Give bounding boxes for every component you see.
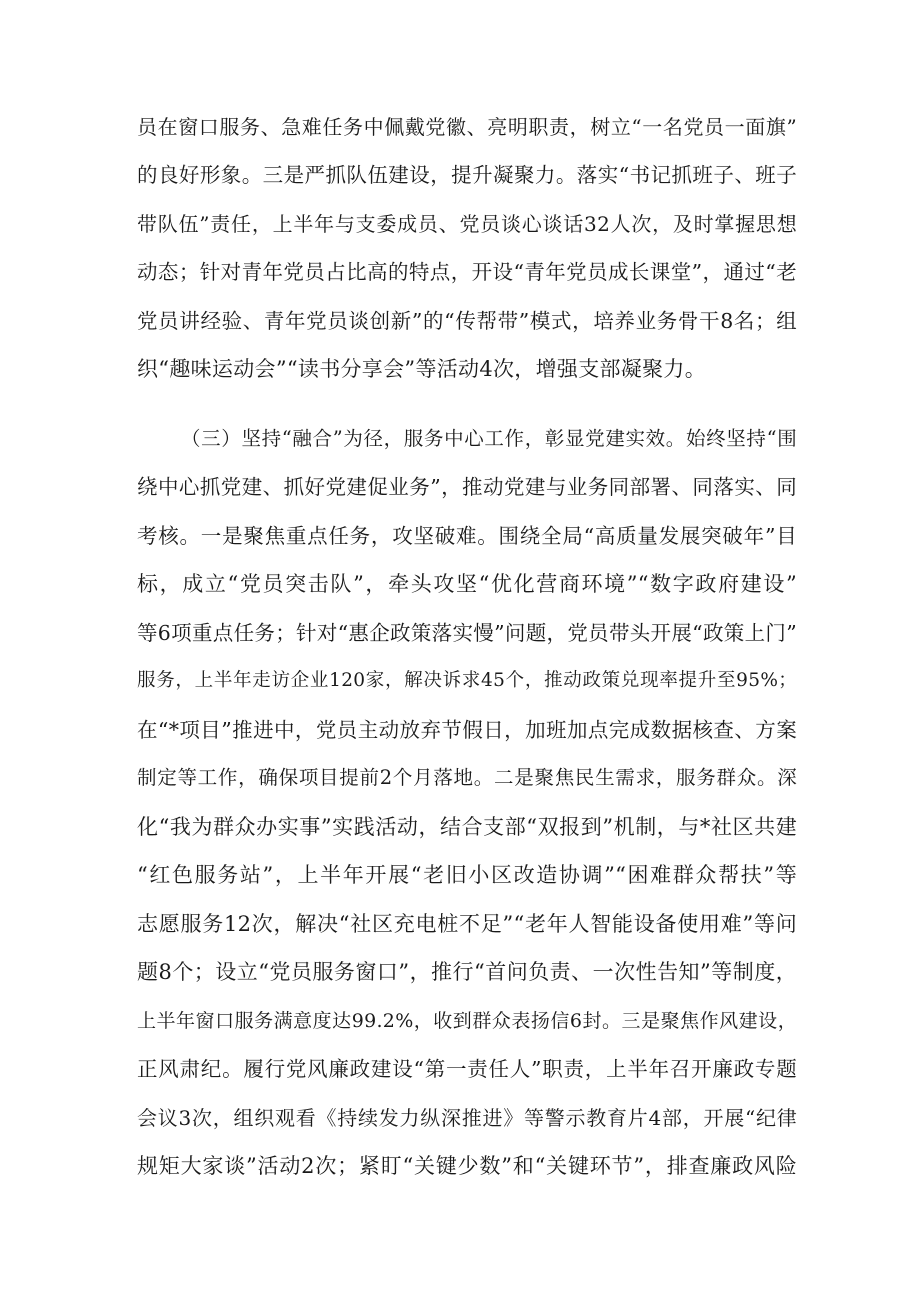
text-line: 员在窗口服务、急难任务中佩戴党徽、亮明职责，树立“一名党员一面旗”	[137, 115, 797, 139]
text-line: 考核。一是聚焦重点任务，攻坚破难。围绕全局“高质量发展突破年”目	[137, 524, 797, 548]
text-line: 带队伍”责任，上半年与支委成员、党员谈心谈话32人次，及时掌握思想	[137, 212, 797, 236]
text-line: 绕中心抓党建、抓好党建促业务”，推动党建与业务同部署、同落实、同	[137, 475, 797, 499]
text-line: 上半年窗口服务满意度达99.2%，收到群众表扬信6封。三是聚焦作风建设，	[137, 1010, 797, 1032]
text-line: “红色服务站”，上半年开展“老旧小区改造协调”“困难群众帮扶”等	[137, 863, 797, 887]
text-line: （三）坚持“融合”为径，服务中心工作，彰显党建实效。始终坚持“围	[181, 427, 797, 450]
text-line: 化“我为群众办实事”实践活动，结合支部“双报到”机制，与*社区共建	[137, 815, 797, 839]
text-line: 志愿服务12次，解决“社区充电桩不足”“老年人智能设备使用难”等问	[137, 912, 797, 936]
text-line: 标，成立“党员突击队”，牵头攻坚“优化营商环境”“数字政府建设”	[137, 572, 797, 596]
text-line: 动态；针对青年党员占比高的特点，开设“青年党员成长课堂”，通过“老	[137, 260, 797, 284]
text-line: 织“趣味运动会”“读书分享会”等活动4次，增强支部凝聚力。	[137, 357, 707, 381]
text-line: 的良好形象。三是严抓队伍建设，提升凝聚力。落实“书记抓班子、班子	[137, 163, 797, 187]
text-line: 制定等工作，确保项目提前2个月落地。二是聚焦民生需求，服务群众。深	[137, 766, 797, 789]
text-line: 在“*项目”推进中，党员主动放弃节假日，加班加点完成数据核查、方案	[137, 718, 797, 742]
text-line: 正风肃纪。履行党风廉政建设“第一责任人”职责，上半年召开廉政专题	[137, 1057, 797, 1081]
text-line: 规矩大家谈”活动2次；紧盯“关键少数”和“关键环节”，排查廉政风险	[137, 1154, 797, 1178]
text-line: 等6项重点任务；针对“惠企政策落实慢”问题，党员带头开展“政策上门”	[137, 621, 797, 645]
text-line: 服务，上半年走访企业120家，解决诉求45个，推动政策兑现率提升至95%；	[137, 670, 797, 691]
text-line: 会议3次，组织观看《持续发力纵深推进》等警示教育片4部，开展“纪律	[137, 1106, 797, 1130]
text-line: 党员讲经验、青年党员谈创新”的“传帮带”模式，培养业务骨干8名；组	[137, 309, 797, 333]
text-line: 题8个；设立“党员服务窗口”，推行“首问负责、一次性告知”等制度，	[137, 960, 797, 984]
